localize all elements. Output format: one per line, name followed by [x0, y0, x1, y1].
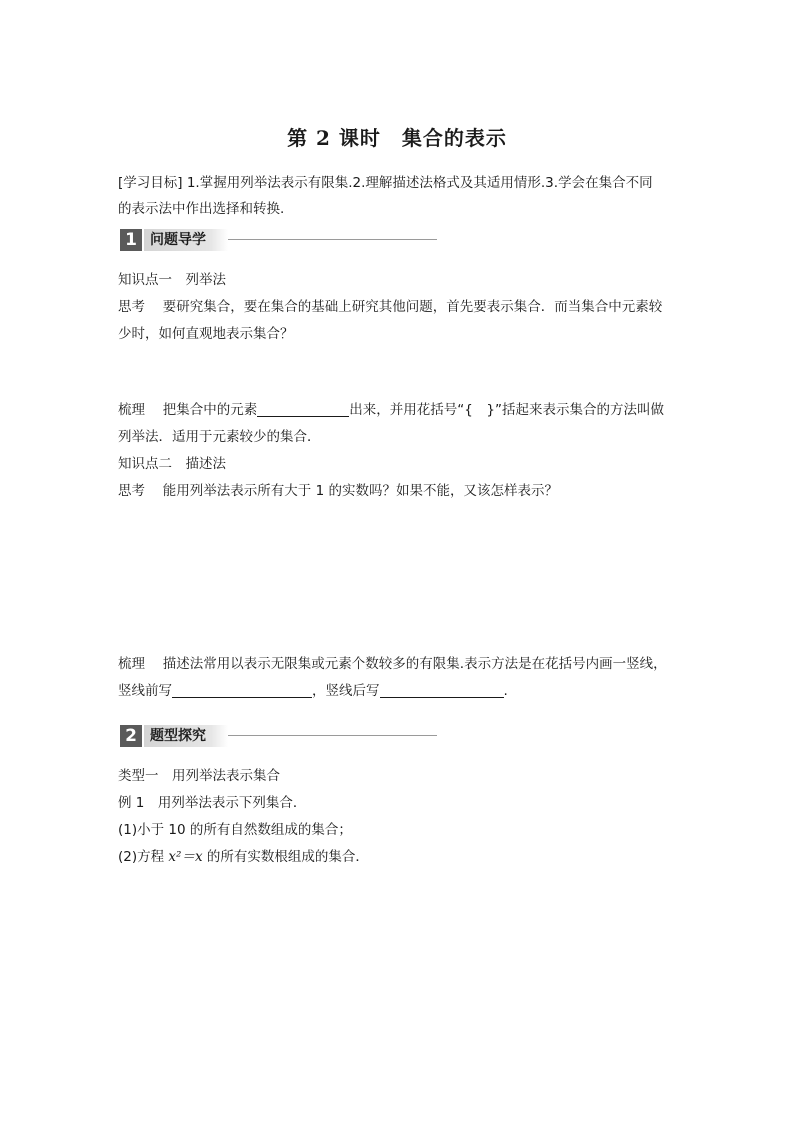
kp1-think-line-2: 少时，如何直观地表示集合？	[118, 326, 294, 342]
item2-text-c: 的所有实数根组成的集合．	[202, 849, 369, 865]
kp2-heading: 知识点二 描述法	[118, 456, 226, 472]
sort-text-b: ，竖线后写	[312, 683, 380, 699]
sort-text-a: 把集合中的元素	[162, 402, 258, 418]
kp1-sort-line-2: 列举法．适用于元素较少的集合．	[118, 429, 321, 445]
equation: x²＝x	[168, 849, 203, 865]
objectives-line-2: 的表示法中作出选择和转换.	[118, 201, 285, 217]
sort-label: 梳理	[118, 656, 145, 672]
page-title: 第 2 课时 集合的表示	[287, 126, 507, 150]
sort-text-c: .	[503, 683, 508, 699]
sort-text-a: 竖线前写	[118, 683, 172, 699]
kp2-sort-line-2	[118, 678, 508, 704]
section-label: 题型探究	[144, 725, 228, 747]
objectives-text: 1.掌握用列举法表示有限集.2.理解描述法格式及其适用情形.3.学会在集合不同	[186, 175, 653, 191]
section-divider	[228, 239, 437, 240]
objectives-line-1	[118, 170, 653, 196]
kp1-heading: 知识点一 列举法	[118, 272, 226, 288]
fill-blank-3[interactable]	[380, 681, 504, 698]
example-1: 例 1 用列举法表示下列集合．	[118, 795, 307, 811]
section-label: 问题导学	[144, 229, 228, 251]
fill-blank-1[interactable]	[257, 400, 349, 417]
section-divider	[228, 735, 437, 736]
kp1-sort-line-1	[118, 397, 664, 423]
kp2-think-line	[118, 478, 558, 504]
section-number: 2	[120, 725, 142, 747]
sort-text-b: 出来，并用花括号“{ }”括起来表示集合的方法叫做	[349, 402, 664, 418]
fill-blank-2[interactable]	[172, 681, 312, 698]
think-text: 要研究集合，要在集合的基础上研究其他问题，首先要表示集合．而当集合中元素较	[162, 299, 663, 315]
sort-text: 描述法常用以表示无限集或元素个数较多的有限集.表示方法是在花括号内画一竖线，	[162, 656, 667, 672]
kp2-sort-line-1	[118, 651, 667, 677]
section-number: 1	[120, 229, 142, 251]
objectives-label: [学习目标]	[118, 175, 183, 191]
kp1-think-line-1	[118, 294, 662, 320]
think-label: 思考	[118, 483, 145, 499]
think-label: 思考	[118, 299, 145, 315]
type1-heading: 类型一 用列举法表示集合	[118, 768, 280, 784]
example-item-2	[118, 844, 369, 870]
example-item-1: (1)小于 10 的所有自然数组成的集合；	[118, 822, 352, 838]
item2-text-a: (2)方程	[118, 849, 169, 865]
sort-label: 梳理	[118, 402, 145, 418]
think-text: 能用列举法表示所有大于 1 的实数吗？如果不能，又该怎样表示？	[162, 483, 558, 499]
